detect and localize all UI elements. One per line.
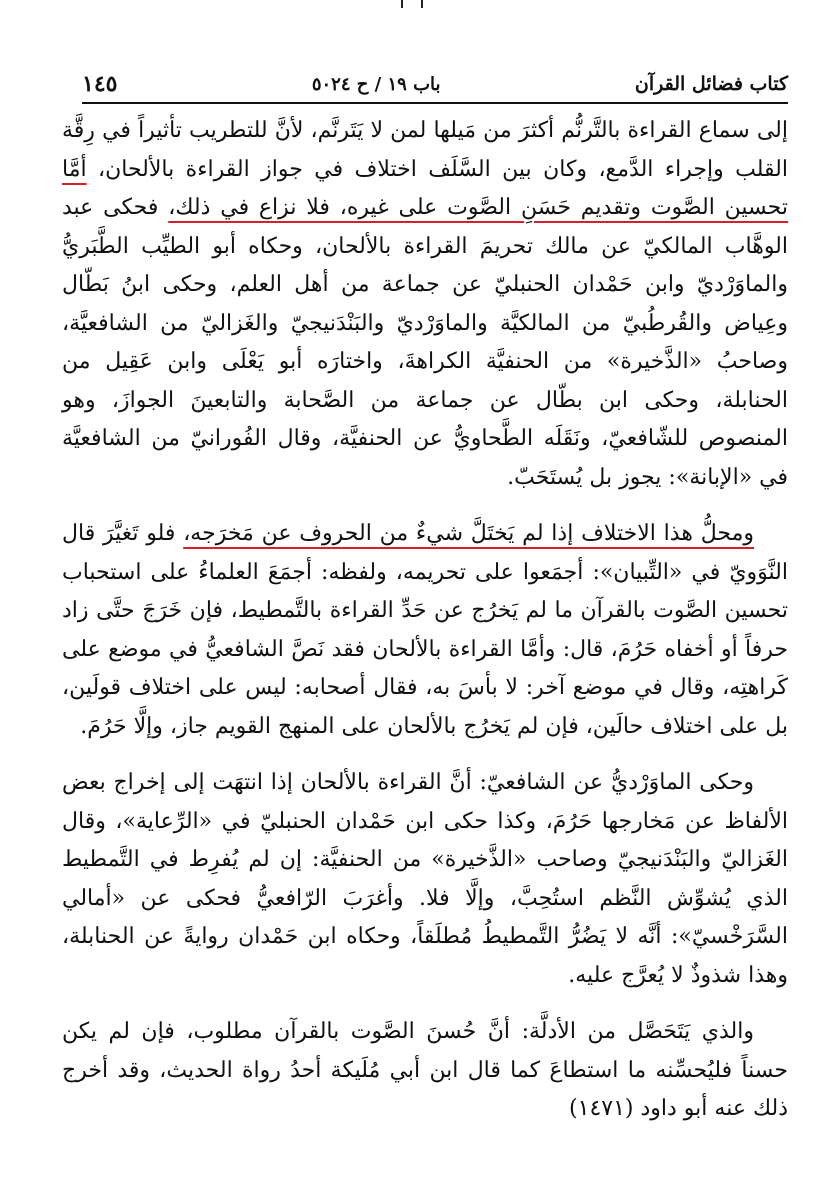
paragraph-4 bbox=[62, 1013, 788, 1129]
running-header bbox=[82, 66, 788, 104]
highlighted-passage-1: أمَّا تحسين الصَّوت وتقديم حَسَنِ الصَّوت على غيره، فلا نزاع في ذلك، bbox=[62, 156, 788, 220]
page-number: ١٤٥ bbox=[82, 71, 118, 97]
binding-mark bbox=[401, 0, 423, 8]
paragraph-2-segment-2: فلو تَغيَّرَ قال النَّوَويّ في «التِّبيان»: أجمَعوا على تحريمه، ولفظه: أجمَعَ العلماءُ على استحباب تحسين الصَّوت بالقرآن ما لم يَخرُج عن حَدِّ القراءة بالتَّمطيط، فإن خَرَجَ حتَّى زاد حرفاً أو أخفاه حَرُمَ، قال: وأمَّا القراءة بالألحان فقد نَصَّ الشافعيُّ في موضع على كَراهتِه، وقال في موضع آخر: لا بأسَ به، فقال أصحابه: ليس على اختلاف قولَين، بل على اختلاف حالَين، فإن لم يَخرُج بالألحان على المنهج القويم جاز، وإلَّا حَرُمَ. bbox=[62, 521, 788, 739]
highlighted-passage-2: ومحلُّ هذا الاختلاف إذا لم يَختَلَّ شيءٌ من الحروف عن مَخرَجه، bbox=[183, 521, 754, 546]
book-title: كتاب فضائل القرآن bbox=[634, 73, 788, 95]
page-body bbox=[62, 112, 788, 1129]
paragraph-1-segment-3: فحكى عبد الوهَّاب المالكيّ عن مالك تحريمَ القراءة بالألحان، وحكاه أبو الطيِّب الطَّبَريُّ والماوَرْديّ وابن حَمْدان الحنبليّ عن جماعة من أهل العلم، وحكى ابنُ بَطّال وعِياض والقُرطُبيّ من المالكيَّة والماوَرْديّ والبَنْدَنيجيّ والغَزاليّ من الشافعيَّة، وصاحبُ «الذَّخيرة» من الحنفيَّة الكراهةَ، واختارَه أبو يَعْلَى وابن عَقِيل من الحنابلة، وحكى ابن بطّال عن جماعة من الصَّحابة والتابعينَ الجوازَ، وهو المنصوص للشّافعيّ، ونَقَلَه الطَّحاويُّ عن الحنفيَّة، وقال الفُورانيّ من الشافعيَّة في «الإبانة»: يجوز بل يُستَحَبّ. bbox=[62, 195, 788, 490]
paragraph-3-segment-1: وحكى الماوَرْديُّ عن الشافعيّ: أنَّ القراءة بالألحان إذا انتهَت إلى إخراج بعض الألفاظ عن مَخارجها حَرُمَ، وكذا حكى ابن حَمْدان الحنبليّ في «الرِّعاية»، وقال الغَزاليّ والبَنْدَنيجيّ وصاحب «الذَّخيرة» من الحنفيَّة: إن لم يُفرِط في التَّمطيط الذي يُشوِّش النَّظم استُحِبَّ، وإلَّا فلا. وأغرَبَ الرّافعيُّ فحكى عن «أمالي السَّرَخْسيّ»: أنَّه لا يَضُرُّ التَّمطيطُ مُطلَقاً، وحكاه ابن حَمْدان روايةً عن الحنابلة، وهذا شذوذٌ لا يُعرَّج عليه. bbox=[62, 770, 788, 988]
paragraph-3 bbox=[62, 764, 788, 995]
paragraph-2 bbox=[62, 515, 788, 746]
chapter-reference: باب ١٩ / ح ٥٠٢٤ bbox=[311, 73, 441, 95]
paragraph-1-segment-1: إلى سماع القراءة بالتَّرنُّم أكثرَ من مَيلها لمن لا يَتَرنَّم، لأنَّ للتطريب تأثيراً في رِقَّة القلب وإجراء الدَّمع، وكان بين السَّلَف اختلاف في جواز القراءة بالألحان، bbox=[62, 118, 788, 182]
paragraph-1 bbox=[62, 112, 788, 497]
paragraph-4-segment-1: والذي يَتَحَصَّل من الأدلَّة: أنَّ حُسنَ الصَّوت بالقرآن مطلوب، فإن لم يكن حسناً فليُحسِّنه ما استطاعَ كما قال ابن أبي مُلَيكة أحدُ رواة الحديث، وقد أخرج ذلك عنه أبو داود (١٤٧١) bbox=[62, 1019, 788, 1121]
